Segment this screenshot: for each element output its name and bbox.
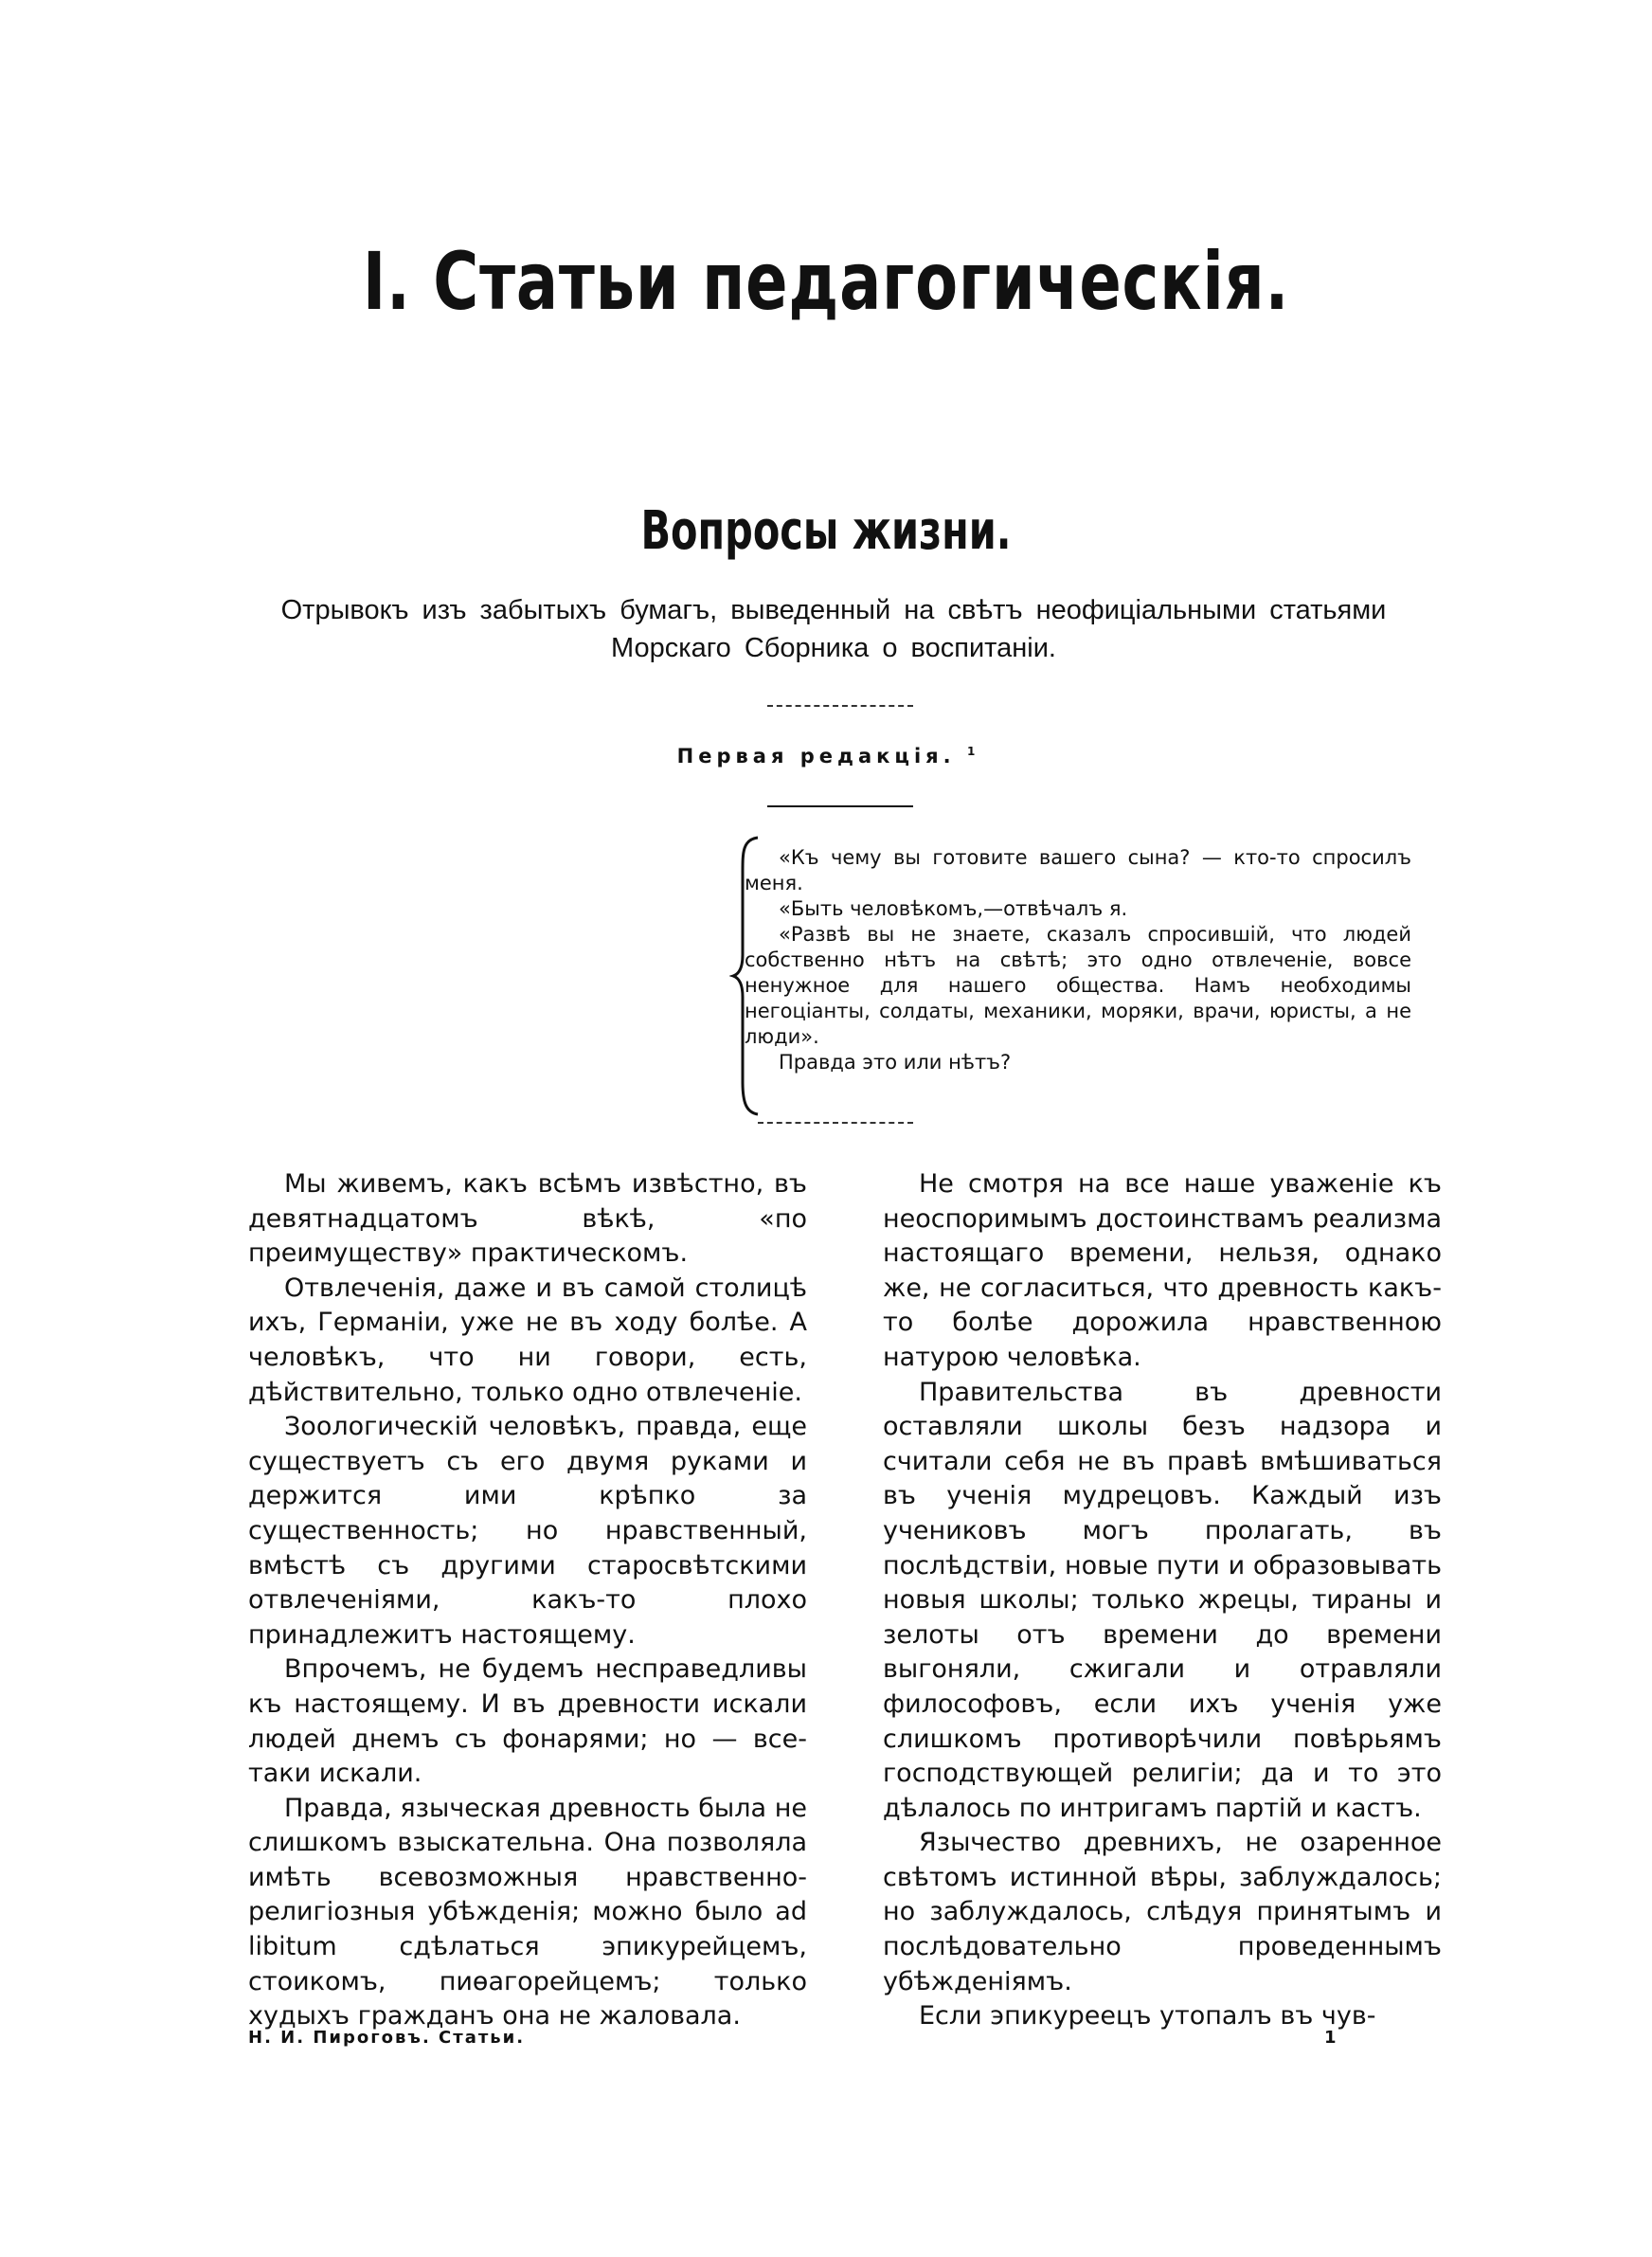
edition-underline [767, 805, 913, 807]
epigraph-line: «Развѣ вы не знаете, сказалъ спросившій, что людей собственно нѣтъ на свѣтѣ; это одно отвлеченіе, вовсе ненужное для нашего общества. Намъ необходимы негоціанты, солдаты, механики, моряки, врачи, юристы, а не люди». [745, 923, 1411, 1048]
edition-label: Первая редакція. [676, 745, 956, 767]
paragraph: Отвлеченія, даже и въ самой столицѣ ихъ, Германіи, уже не въ ходу болѣе. А человѣкъ, что ни говори, есть, дѣйствительно, только одно отвлеченіе. [248, 1273, 807, 1407]
page-number: 1 [1324, 2028, 1338, 2048]
paragraph: Впрочемъ, не будемъ несправедливы къ настоящему. И въ древности искали людей днемъ съ фонарями; но — все-таки искали. [248, 1654, 807, 1789]
running-footer: Н. И. Пироговъ. Статьи. [248, 2028, 526, 2048]
section-divider-bottom [758, 1122, 913, 1124]
paragraph: Язычество древнихъ, не озаренное свѣтомъ истинной вѣры, заблуждалось; но заблуждалось, слѣдуя принятымъ и послѣдовательно проведеннымъ убѣжденіямъ. [883, 1828, 1442, 1996]
epigraph-line: Правда это или нѣтъ? [779, 1051, 1012, 1074]
section-divider-top [767, 705, 913, 707]
epigraph-line: «Быть человѣкомъ,—отвѣчалъ я. [779, 897, 1128, 920]
part-title: I. Статьи педагогическія. [362, 235, 1290, 328]
edition-heading [0, 745, 1652, 767]
paragraph: Правительства въ древности оставляли школы безъ надзора и считали себя не въ правѣ вмѣшиваться въ ученія мудрецовъ. Каждый изъ учениковъ могъ пролагать, въ послѣдствіи, новые пути и образовывать новыя школы; только жрецы, тираны и зелоты отъ времени до времени выгоняли, сжигали и отравляли философовъ, если ихъ ученія уже слишкомъ противорѣчили повѣрьямъ господствующей религіи; да и то это дѣлалось по интригамъ партій и кастъ. [883, 1377, 1442, 1823]
text-column-left [248, 1167, 807, 2034]
paragraph: Если эпикуреецъ утопалъ въ чув- [919, 2001, 1376, 2031]
article-subtitle: Отрывокъ изъ забытыхъ бумагъ, выведенный на свѣтъ неофиціальными статьями Морскаго Сборника о воспитаніи. [280, 595, 1387, 663]
paragraph: Не смотря на все наше уваженіе къ неоспоримымъ достоинствамъ реализма настоящаго времени, нельзя, однако же, не согласиться, что древность какъ-то болѣе дорожила нравственною натурою человѣка. [883, 1169, 1442, 1372]
paragraph: Правда, языческая древность была не слишкомъ взыскательна. Она позволяла имѣть всевозможныя нравственно-религіозныя убѣжденія; можно было ad libitum сдѣлаться эпикурейцемъ, стоикомъ, пиѳагорейцемъ; только худыхъ гражданъ она не жаловала. [248, 1793, 807, 2031]
paragraph: Мы живемъ, какъ всѣмъ извѣстно, въ девятнадцатомъ вѣкѣ, «по преимуществу» практическомъ. [248, 1169, 807, 1269]
paragraph: Зоологическій человѣкъ, правда, еще существуетъ съ его двумя руками и держится ими крѣпко за существенность; но нравственный, вмѣстѣ съ другими старосвѣтскими отвлеченіями, какъ-то плохо принадлежитъ настоящему. [248, 1412, 807, 1650]
epigraph-line: «Къ чему вы готовите вашего сына? — кто-то спросилъ меня. [745, 846, 1411, 894]
footnote-marker: 1 [966, 745, 976, 758]
text-column-right [883, 1167, 1442, 2034]
article-title: Вопросы жизни. [640, 500, 1012, 562]
epigraph [745, 845, 1411, 1075]
